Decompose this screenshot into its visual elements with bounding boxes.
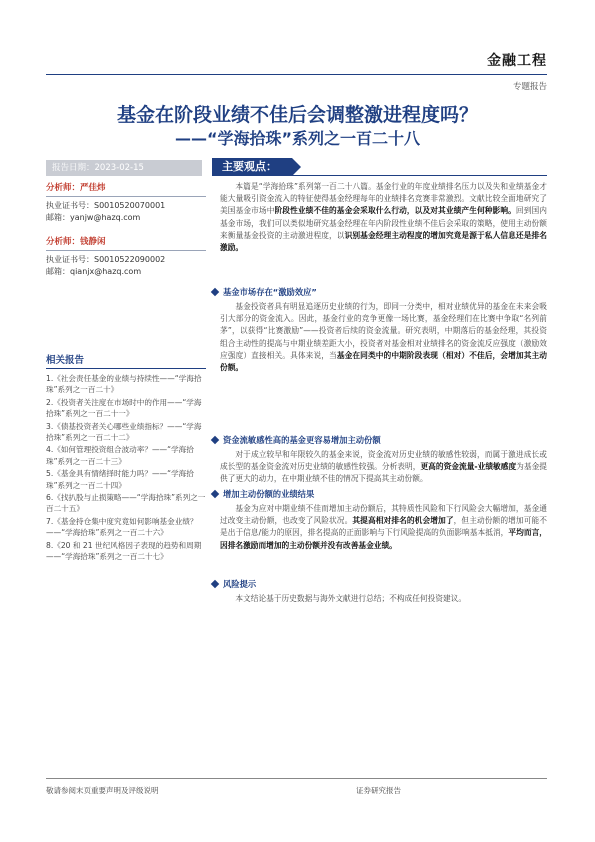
summary-emphasis: 阶段性业绩不佳的基金会采取什么行动，以及对其业绩产生何种影响。 [274, 206, 516, 216]
section-heading-text: 增加主动份额的业绩结果 [223, 489, 315, 499]
related-report-item[interactable]: 3.《债基投资者关心哪些业绩指标？——“学海拾珠”系列之一百二十二》 [46, 421, 202, 443]
related-report-item[interactable]: 4.《如何管理投资组合波动率？——“学海拾珠”系列之一百二十三》 [46, 445, 194, 466]
section-text: 本文结论基于历史数据与海外文献进行总结；不构成任何投资建议。 [235, 594, 467, 603]
document-type: 专题报告 [512, 82, 547, 92]
section-emphasis: 更高的资金流量-业绩敏感度 [420, 462, 517, 472]
section-flow-sensitivity [220, 434, 547, 486]
related-reports-list [46, 373, 206, 563]
key-points-header [212, 158, 547, 176]
section-heading [212, 434, 547, 446]
section-paragraph [220, 449, 547, 486]
summary-text: 回到国内基金市场，我们可以类似地研究基金经理在年内阶段性业绩不佳后会采取的策略，使用主动份额来衡量基金投资的主动激进程度，以 [220, 206, 547, 240]
analyst-cert: 执业证书号：S0010522090002 [46, 255, 166, 264]
section-paragraph [220, 503, 547, 552]
diamond-bullet-icon [211, 288, 219, 296]
analyst-card [46, 236, 206, 278]
section-emphasis: 其提高相对排名的机会增加了 [352, 516, 454, 526]
summary-emphasis: 识别基金经理主动程度的增加究竟是源于私人信息还是排名激励。 [220, 230, 547, 253]
analyst-name: 分析师：严佳炜 [46, 183, 106, 193]
report-subtitle: ——“学海拾珠”系列之一百二十八 [174, 129, 421, 148]
summary-text: 本篇是“学海拾珠”系列第一百二十八篇。基金行业的年度业绩排名压力以及失和业绩基金才能大量吸引资金流入的特征使得基金经理每年的业绩排名竞赛非常激烈。文献比较全面地研究了美国基金市场中 [220, 182, 547, 216]
analyst-cert: 执业证书号：S0010520070001 [46, 201, 166, 210]
footer-report-type: 证券研究报告 [356, 786, 401, 795]
section-emphasis: 平均而言，因排名激励而增加的主动份额并没有改善基金业绩。 [220, 528, 547, 550]
analyst-name: 分析师：钱静闲 [46, 237, 106, 247]
section-performance [220, 488, 547, 552]
related-report-item[interactable]: 6.《找扒股与止损策略——“学海拾珠”系列之一百二十五》 [46, 493, 206, 514]
section-heading [212, 578, 547, 590]
section-heading [212, 488, 547, 500]
analyst-divider [46, 250, 206, 251]
section-heading-text: 风险提示 [223, 579, 257, 589]
related-report-item[interactable]: 5.《基金具有情绪择时能力吗？——“学海拾珠”系列之一百二十四》 [46, 469, 194, 490]
related-report-item[interactable]: 7.《基金持仓集中度究竟如何影响基金业绩？——“学海拾珠”系列之一百二十六》 [46, 516, 198, 538]
analyst-card [46, 182, 206, 224]
section-paragraph [220, 301, 547, 374]
key-points-label: 主要观点： [212, 158, 292, 176]
diamond-bullet-icon [211, 436, 219, 444]
section-text: 为基金提供了更大的动力，在中期业绩不佳的情况下提高其主动份额。 [220, 462, 547, 484]
section-heading-text: 基金市场存在“激励效应” [223, 287, 317, 297]
related-reports [46, 352, 206, 564]
section-text: 基金投资者具有明显追逐历史业绩的行为，即同一分类中，相对业绩优异的基金在未来会吸引大部分的资金流入。因此，基金行业的竞争更像一场比赛，基金经理们在比赛中争取“名列前茅”，以获得“比赛激励”——投资者后续的资金流量。研究表明，中期落后的基金经理，其投资组合主动性的提高与中期业绩差距大小，投资者对基金相对业绩排名的资金流反应强度（激励效应强度）直接相关。具体来说，当 [220, 302, 547, 360]
related-report-item[interactable]: 1.《社会责任基金的业绩与持续性——“学海拾珠”系列之一百二十》 [46, 374, 202, 395]
report-date: 报告日期：2023-02-15 [46, 160, 202, 176]
section-heading [212, 286, 547, 298]
footer-disclaimer[interactable]: 敬请参阅末页重要声明及评级说明 [46, 786, 159, 795]
section-risk [220, 578, 547, 605]
section-heading-text: 资金流敏感性高的基金更容易增加主动份额 [223, 435, 381, 445]
header-divider [46, 74, 547, 75]
section-text: 对于成立较早和年限较久的基金来说，资金流对历史业绩的敏感性较弱，而属于激进成长或成长型的基金资金流对历史业绩的敏感性较强。分析表明， [220, 450, 547, 472]
analyst-email[interactable]: 邮箱：qianjx@hazq.com [46, 267, 142, 276]
section-emphasis: 基金在同类中的中期阶段表现（相对）不佳后，会增加其主动份额。 [220, 350, 547, 373]
brand-title: 金融工程 [487, 53, 547, 69]
footer-divider [46, 778, 547, 779]
related-report-item[interactable]: 2.《投资者关注度在市场时中的作用——“学海拾珠”系列之一百二十一》 [46, 397, 202, 419]
related-reports-heading: 相关报告 [46, 352, 206, 369]
summary-paragraph [220, 181, 547, 254]
analyst-email[interactable]: 邮箱：yanjw@hazq.com [46, 213, 141, 222]
summary-block [220, 181, 547, 254]
diamond-bullet-icon [211, 490, 219, 498]
section-paragraph [220, 593, 547, 605]
section-incentive [220, 286, 547, 374]
section-text: 基金为应对中期业绩不佳而增加主动份额后，其特质性风险和下行风险会大幅增加，基金通过改变主动份额，也改变了风险状况。 [220, 504, 547, 526]
report-title: 基金在阶段业绩不佳后会调整激进程度吗？ [116, 104, 478, 126]
section-text: ，但主动份额的增加可能不是出于信息/能力的原因，排名提高的正面影响与下行风险提高的负面影响基本抵消， [220, 516, 547, 538]
related-report-item[interactable]: 8.《20 和 21 世纪风格因子表现的趋势和周期——“学海拾珠”系列之一百二十七》 [46, 540, 202, 562]
analyst-divider [46, 196, 206, 197]
diamond-bullet-icon [211, 580, 219, 588]
